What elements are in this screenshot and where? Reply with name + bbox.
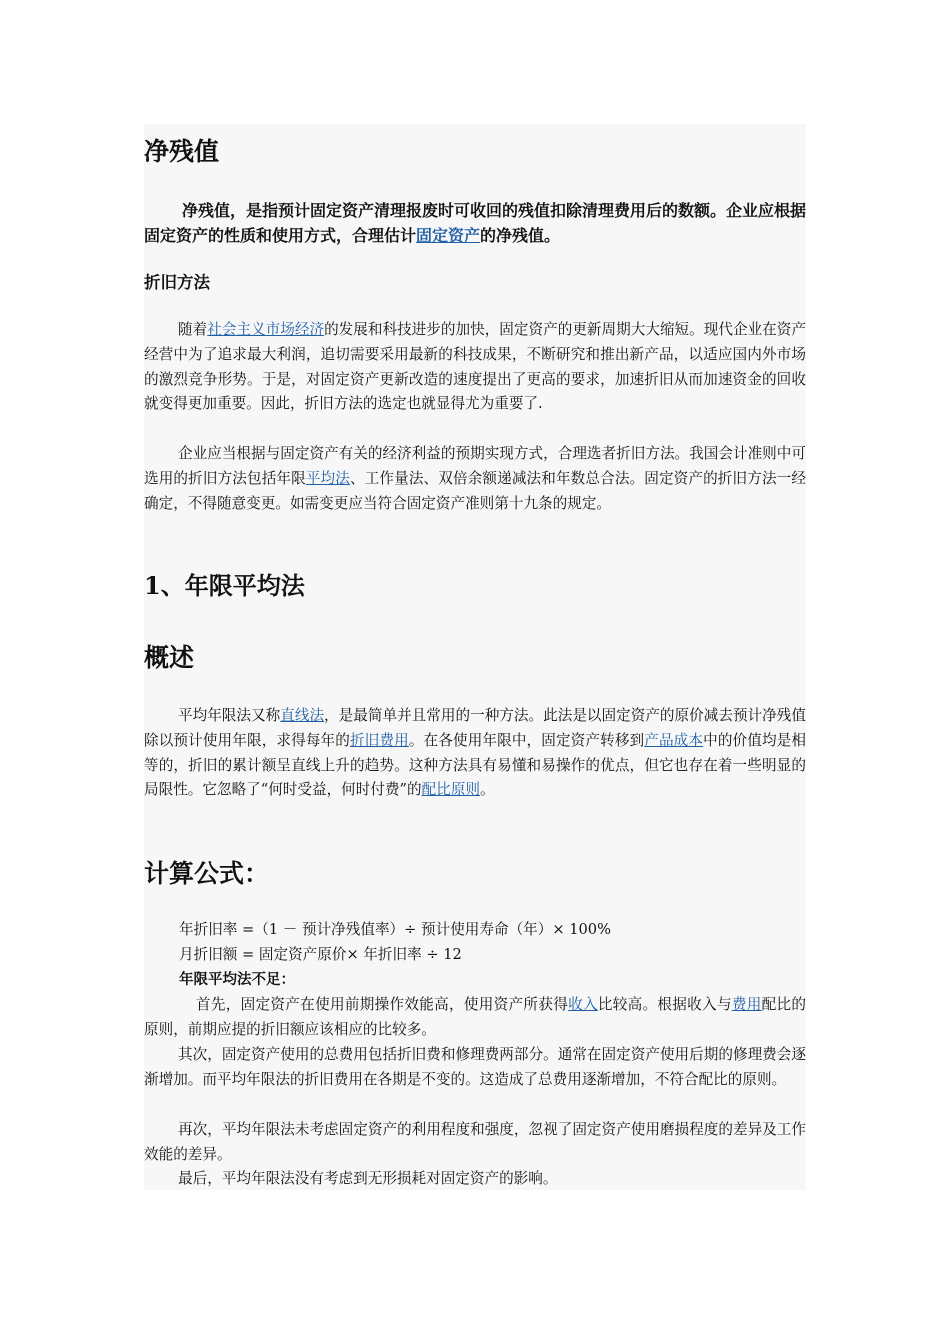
lead-text: 的净残值。 [480,226,561,245]
text-run: 首先，固定资产在使用前期操作效能高，使用资产所获得 [196,996,569,1013]
text-run: 。在各使用年限中，固定资产转移到 [408,731,645,749]
paragraph-overview [144,704,806,803]
link-straight-line-method[interactable]: 直线法 [280,707,325,724]
text-run: 企业应当根据与固定资产有关的经济利益的预期实现方式，合理选者折旧方法。我国会计准则中可选用的折旧方法包括年限 [144,445,806,487]
paragraph-shortcoming-2: 其次，固定资产使用的总费用包括折旧费和修理费两部分。通常在固定资产使用后期的修理费会逐渐增加。而平均年限法的折旧费用在各期是不变的。这造成了总费用逐渐增加，不符合配比的原则。 [144,1046,806,1088]
link-fixed-assets[interactable]: 固定资产 [416,226,481,245]
document-page [144,124,806,1190]
text-run: 随着 [178,321,208,338]
formula-annual-rate: 年折旧率 =（1 － 预计净残值率）÷ 预计使用寿命（年）× 100% [179,921,611,938]
text-run: ，是最简单并且常用的一种方法。此法是以固定资产的原价减去预计净残值除以预计使用年限，求得每年的 [144,707,806,749]
link-average-method[interactable]: 平均法 [305,469,350,487]
paragraph-shortcoming-3: 再次，平均年限法未考虑固定资产的利用程度和强度，忽视了固定资产使用磨损程度的差异及工作效能的差异。 [144,1121,806,1163]
link-socialist-market-economy[interactable]: 社会主义市场经济 [207,321,325,338]
paragraph-shortcoming-4: 最后，平均年限法没有考虑到无形损耗对固定资产的影响。 [178,1170,558,1187]
link-expense[interactable]: 费用 [731,996,762,1013]
text-run: 平均年限法又称 [178,707,281,724]
text-run: 中的价值均是相等的，折旧的累计额呈直线上升的趋势。这种方法具有易懂和易操作的优点，但它也存在着一些明显的局限性。它忽略了“何时受益，何时付费”的 [144,731,806,799]
paragraph-methods-2 [144,442,806,516]
text-run: 配比的原则，前期应提的折旧额应该相应的比较多。 [144,996,806,1038]
link-income[interactable]: 收入 [568,996,598,1013]
heading-straight-line-method: 1、年限平均法 [144,571,305,600]
paragraph-shortcoming-1 [144,993,806,1043]
lead-text: 净残值，是指预计固定资产清理报废时可收回的残值扣除清理费用后的数额。企业应根据固定资产的性质和使用方式，合理估计 [144,201,807,245]
text-run: 比较高。根据收入与 [597,996,732,1013]
heading-formula: 计算公式： [144,859,270,888]
text-run: 。 [480,781,495,799]
heading-overview: 概述 [144,643,195,672]
link-depreciation-expense[interactable]: 折旧费用 [349,731,409,749]
text-run: 、工作量法、双倍余额递减法和年数总合法。固定资产的折旧方法一经确定，不得随意变更。如需变更应当符合固定资产准则第十九条的规定。 [144,469,806,512]
net-residual-definition [144,198,806,248]
heading-depreciation-methods: 折旧方法 [144,273,210,292]
heading-net-residual: 净残值 [144,137,220,166]
text-run: 的发展和科技进步的加快，固定资产的更新周期大大缩短。现代企业在资产经营中为了追求最大利润，追切需要采用最新的科技成果，不断研究和推出新产品，以适应国内外市场的激烈竞争形势。于是，对固定资产更新改造的速度提出了更高的要求，加速折旧从而加速资金的回收就变得更加重要。因此，折旧方法的选定也就显得尤为重要了. [144,321,806,413]
paragraph-methods-1 [144,318,806,417]
link-matching-principle[interactable]: 配比原则 [421,781,481,799]
link-product-cost[interactable]: 产品成本 [644,731,704,749]
formula-monthly-amount: 月折旧额 = 固定资产原价× 年折旧率 ÷ 12 [179,946,462,963]
heading-shortcomings: 年限平均法不足： [179,972,295,988]
